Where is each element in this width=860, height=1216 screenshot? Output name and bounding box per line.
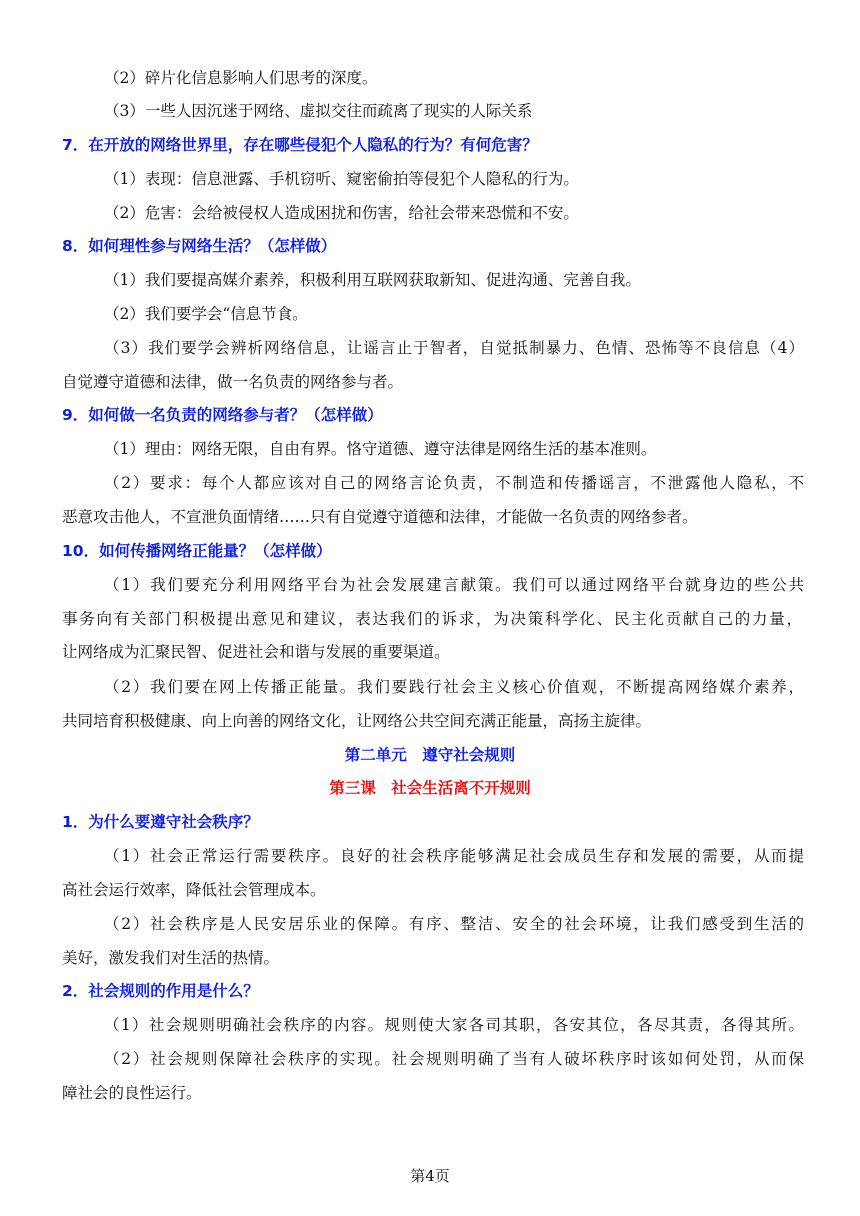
page-number: 第4页 (410, 1167, 450, 1185)
answer-line: 恶意攻击他人，不宣泄负面情绪……只有自觉遵守道德和法律，才能做一名负责的网络参者。 (62, 508, 698, 526)
answer-line: （1）理由：网络无限，自由有界。恪守道德、遵守法律是网络生活的基本准则。 (104, 440, 657, 458)
answer-line: 让网络成为汇聚民智、促进社会和谐与发展的重要渠道。 (62, 643, 450, 661)
answer-line: 共同培育积极健康、向上向善的网络文化，让网络公共空间充满正能量，高扬主旋律。 (62, 712, 652, 730)
answer-line: 事务向有关部门积极提出意见和建议，表达我们的诉求，为决策科学化、民主化贡献自己的力量， (62, 610, 802, 628)
answer-line: （1）我们要充分利用网络平台为社会发展建言献策。我们可以通过网络平台就身边的些公共 (104, 576, 804, 594)
question-heading: 9．如何做一名负责的网络参与者？（怎样做） (62, 406, 383, 424)
lesson-heading: 第三课 社会生活离不开规则 (329, 779, 531, 797)
question-heading: 1．为什么要遵守社会秩序？ (62, 813, 259, 831)
answer-line: （1）表现：信息泄露、手机窃听、窥密偷拍等侵犯个人隐私的行为。 (104, 170, 579, 188)
answer-line: （1）社会规则明确社会秩序的内容。规则使大家各司其职，各安其位，各尽其责，各得其所。 (104, 1016, 804, 1034)
answer-line: 障社会的良性运行。 (62, 1084, 202, 1102)
question-heading: 2．社会规则的作用是什么？ (62, 982, 259, 1000)
answer-line: （2）我们要在网上传播正能量。我们要践行社会主义核心价值观，不断提高网络媒介素养， (104, 678, 804, 696)
answer-line: 美好，激发我们对生活的热情。 (62, 949, 280, 967)
answer-line: 高社会运行效率，降低社会管理成本。 (62, 881, 326, 899)
answer-line: （2）社会规则保障社会秩序的实现。社会规则明确了当有人破坏秩序时该如何处罚，从而保 (104, 1050, 804, 1068)
answer-line: （2）要求：每个人都应该对自己的网络言论负责，不制造和传播谣言，不泄露他人隐私，不 (104, 474, 804, 492)
answer-line: （2）危害：会给被侵权人造成困扰和伤害，给社会带来恐慌和不安。 (104, 204, 579, 222)
answer-line: （3）我们要学会辨析网络信息，让谣言止于智者，自觉抵制暴力、色情、恐怖等不良信息（4） (104, 339, 804, 357)
answer-line: 自觉遵守道德和法律，做一名负责的网络参与者。 (62, 373, 404, 391)
answer-line: （2）社会秩序是人民安居乐业的保障。有序、整洁、安全的社会环境，让我们感受到生活的 (104, 915, 804, 933)
question-heading: 10．如何传播网络正能量？（怎样做） (62, 542, 332, 560)
question-heading: 8．如何理性参与网络生活？（怎样做） (62, 237, 337, 255)
answer-line: （2）我们要学会“信息节食。 (104, 305, 308, 323)
unit-heading: 第二单元 遵守社会规则 (344, 746, 516, 764)
question-heading: 7．在开放的网络世界里，存在哪些侵犯个人隐私的行为？有何危害？ (62, 136, 538, 154)
answer-line: （3）一些人因沉迷于网络、虚拟交往而疏离了现实的人际关系 (104, 102, 533, 120)
answer-line: （1）社会正常运行需要秩序。良好的社会秩序能够满足社会成员生存和发展的需要，从而提 (104, 847, 804, 865)
answer-line: （1）我们要提高媒介素养，积极利用互联网获取新知、促进沟通、完善自我。 (104, 271, 641, 289)
answer-line: （2）碎片化信息影响人们思考的深度。 (104, 69, 378, 87)
